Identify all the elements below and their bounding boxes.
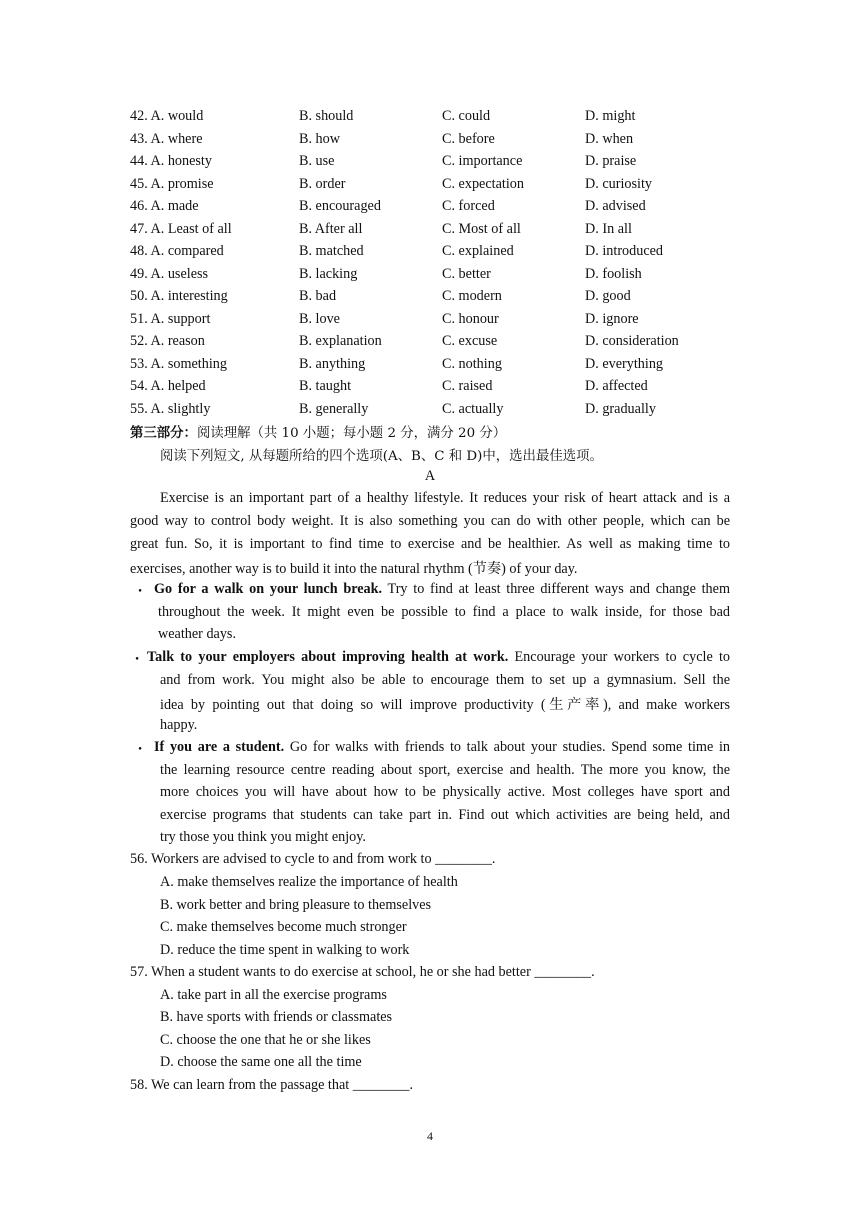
option-a: 50. A. interesting xyxy=(130,288,228,304)
option-c: C. actually xyxy=(442,400,504,417)
option-row xyxy=(130,288,730,310)
option-d: D. advised xyxy=(585,198,646,214)
option-row xyxy=(130,311,730,333)
option-c: C. before xyxy=(442,130,495,147)
option-b: B. order xyxy=(299,175,346,192)
bullet-heading: If you are a student. xyxy=(154,739,285,755)
option-b: B. love xyxy=(299,310,340,327)
option-row xyxy=(130,266,730,288)
option-row xyxy=(130,401,730,423)
choice: C. make themselves become much stronger xyxy=(160,919,407,935)
option-d: D. foolish xyxy=(585,265,642,282)
option-row xyxy=(130,356,730,378)
option-a: 49. A. useless xyxy=(130,265,209,282)
option-row xyxy=(130,221,730,243)
option-a: 45. A. promise xyxy=(130,175,214,192)
passage-label: A xyxy=(424,468,436,484)
bullet-line: weather days. xyxy=(158,626,236,642)
bullet-first-line xyxy=(154,581,730,598)
option-d: D. good xyxy=(585,288,631,304)
option-a: 52. A. reason xyxy=(130,333,205,349)
option-c: C. could xyxy=(442,108,491,124)
option-d: D. ignore xyxy=(585,310,639,327)
option-a: 43. A. where xyxy=(130,130,203,147)
bullet-marker: ・ xyxy=(133,584,148,600)
option-b: B. should xyxy=(299,108,354,124)
choice: C. choose the one that he or she likes xyxy=(160,1031,371,1048)
choice: A. make themselves realize the importance of health xyxy=(160,874,458,890)
option-a: 44. A. honesty xyxy=(130,153,212,169)
section-title-rest: 阅读理解（共 10 小题；每小题 2 分，满分 20 分） xyxy=(196,426,507,441)
option-d: D. introduced xyxy=(585,243,664,259)
bullet-line: idea by pointing out that doing so will improve productivity (生产率), and make workers xyxy=(160,697,730,713)
option-row xyxy=(130,333,730,355)
bullet-line: exercise programs that students can take part in. Find out which activities are being held, and xyxy=(160,806,730,823)
question-stem: 57. When a student wants to do exercise at school, he or she had better ________. xyxy=(130,964,595,980)
option-a: 48. A. compared xyxy=(130,243,224,259)
bullet-text: Try to find at least three different ways and change them xyxy=(382,581,730,597)
option-b: B. After all xyxy=(299,220,363,237)
option-d: D. consideration xyxy=(585,333,679,349)
option-d: D. might xyxy=(585,108,636,124)
option-d: D. when xyxy=(585,130,634,147)
option-b: B. explanation xyxy=(299,333,382,349)
option-row xyxy=(130,108,730,130)
choice: B. work better and bring pleasure to themselves xyxy=(160,896,432,913)
option-b: B. encouraged xyxy=(299,198,381,214)
bullet-marker: ・ xyxy=(130,652,145,668)
bullet-text: Go for walks with friends to talk about your studies. Spend some time in xyxy=(284,739,730,755)
option-d: D. affected xyxy=(585,378,648,394)
option-c: C. excuse xyxy=(442,333,498,349)
bullet-text: Encourage your workers to cycle to xyxy=(508,649,730,665)
bullet-line: happy. xyxy=(160,716,198,733)
option-row xyxy=(130,131,730,153)
option-b: B. generally xyxy=(299,400,369,417)
option-c: C. modern xyxy=(442,288,502,304)
passage-line: great fun. So, it is important to find time to exercise and be healthier. As well as making time to xyxy=(130,535,730,552)
choice: A. take part in all the exercise programs xyxy=(160,986,387,1003)
option-a: 53. A. something xyxy=(130,355,227,372)
option-row xyxy=(130,176,730,198)
choice: D. reduce the time spent in walking to work xyxy=(160,941,410,958)
option-a: 55. A. slightly xyxy=(130,400,211,417)
section-title: 第三部分： xyxy=(130,425,197,441)
option-d: D. everything xyxy=(585,355,664,372)
option-a: 54. A. helped xyxy=(130,378,206,394)
bullet-first-line xyxy=(147,649,730,666)
option-a: 47. A. Least of all xyxy=(130,220,232,237)
bullet-line: and from work. You might also be able to encourage them to set up a gymnasium. Sell the xyxy=(160,671,730,688)
section-instruction: 阅读下列短文, 从每题所给的四个选项(A、B、C 和 D)中，选出最佳选项。 xyxy=(160,449,603,464)
option-c: C. explained xyxy=(442,243,514,259)
bullet-heading: Go for a walk on your lunch break. xyxy=(154,581,383,597)
option-b: B. lacking xyxy=(299,265,358,282)
choice: B. have sports with friends or classmates xyxy=(160,1009,393,1025)
option-b: B. taught xyxy=(299,378,352,394)
page-number: 4 xyxy=(427,1129,433,1143)
passage-line: Exercise is an important part of a healthy lifestyle. It reduces your risk of heart attack and is a xyxy=(160,490,730,506)
bullet-first-line xyxy=(154,739,730,756)
option-a: 51. A. support xyxy=(130,310,211,327)
option-a: 42. A. would xyxy=(130,108,204,124)
question-stem: 56. Workers are advised to cycle to and from work to ________. xyxy=(130,851,496,867)
option-c: C. honour xyxy=(442,310,499,327)
option-row xyxy=(130,153,730,175)
option-b: B. matched xyxy=(299,243,364,259)
question-stem: 58. We can learn from the passage that ________. xyxy=(130,1076,414,1093)
option-d: D. In all xyxy=(585,220,632,237)
option-c: C. better xyxy=(442,265,491,282)
option-b: B. anything xyxy=(299,355,366,372)
passage-line: good way to control body weight. It is also something you can do with other people, which can be xyxy=(130,513,730,529)
option-d: D. curiosity xyxy=(585,175,652,192)
bullet-marker: ・ xyxy=(133,742,148,758)
bullet-line: more choices you will have about how to be physically active. Most colleges have sport and xyxy=(160,784,730,800)
option-c: C. forced xyxy=(442,198,495,214)
option-b: B. how xyxy=(299,130,340,147)
option-c: C. nothing xyxy=(442,355,502,372)
section-heading xyxy=(130,422,506,441)
option-d: D. praise xyxy=(585,153,637,169)
option-a: 46. A. made xyxy=(130,198,199,214)
bullet-line: throughout the week. It might even be possible to find a place to walk inside, for those bad xyxy=(158,603,730,620)
choice: D. choose the same one all the time xyxy=(160,1054,362,1070)
passage-line: exercises, another way is to build it into the natural rhythm (节奏) of your day. xyxy=(130,561,578,577)
option-c: C. Most of all xyxy=(442,220,521,237)
option-c: C. importance xyxy=(442,153,523,169)
bullet-line: the learning resource centre reading about sport, exercise and health. The more you know, the xyxy=(160,761,730,778)
bullet-heading: Talk to your employers about improving health at work. xyxy=(147,649,509,665)
option-d: D. gradually xyxy=(585,400,656,417)
option-row xyxy=(130,378,730,400)
option-row xyxy=(130,243,730,265)
option-b: B. use xyxy=(299,153,335,169)
option-c: C. expectation xyxy=(442,175,524,192)
bullet-line: try those you think you might enjoy. xyxy=(160,829,366,845)
option-c: C. raised xyxy=(442,378,493,394)
option-b: B. bad xyxy=(299,288,337,304)
option-row xyxy=(130,198,730,220)
